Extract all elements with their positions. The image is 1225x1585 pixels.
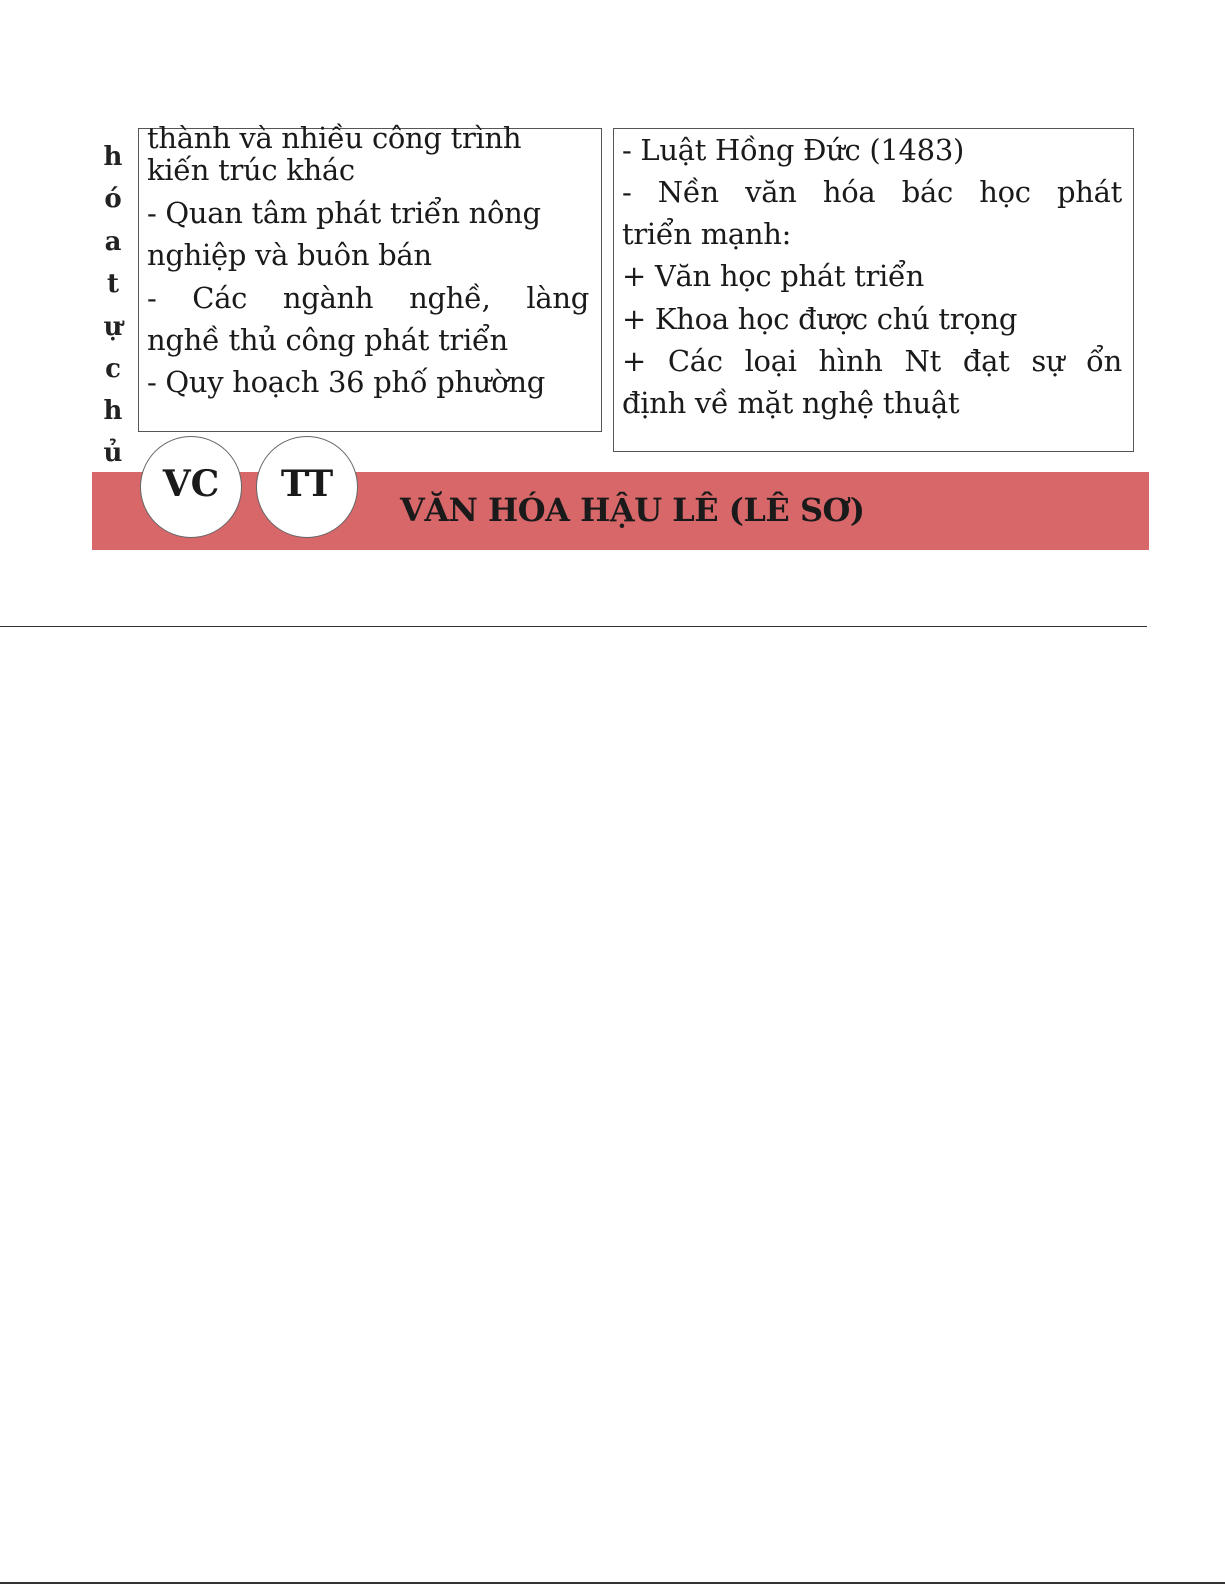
box-line: thành và nhiều công trình: [147, 121, 522, 155]
banner-title: VĂN HÓA HẬU LÊ (LÊ SƠ): [400, 491, 865, 529]
vc-circle: [140, 436, 242, 538]
box-line: định về mặt nghệ thuật: [622, 386, 960, 420]
box-line: + Khoa học được chú trọng: [622, 302, 1018, 336]
material-culture-box: [138, 121, 602, 432]
vertical-label: [92, 142, 134, 478]
box-line: + Văn học phát triển: [622, 259, 924, 293]
box-line: triển mạnh:: [622, 217, 792, 251]
vertical-letter: h: [103, 396, 123, 426]
box-line: - Nền văn hóa bác học phát: [622, 175, 1122, 209]
box-line: - Quy hoạch 36 phố phường: [147, 365, 546, 399]
vertical-letter: a: [104, 227, 122, 257]
spiritual-culture-box: [613, 128, 1134, 452]
vertical-letter: ó: [104, 184, 122, 214]
page-bottom-border: [0, 1582, 1225, 1584]
circle-label: VC: [162, 463, 220, 505]
box-line: - Các ngành nghề, làng: [147, 281, 589, 315]
vertical-letter: ủ: [103, 438, 123, 468]
vertical-letter: ự: [103, 312, 123, 342]
box-line: nghề thủ công phát triển: [147, 323, 508, 357]
title-banner: [92, 472, 1149, 550]
box-line: - Quan tâm phát triển nông: [147, 196, 541, 230]
box-line: + Các loại hình Nt đạt sự ổn: [622, 344, 1122, 378]
section-divider: [0, 626, 1147, 627]
box-line: - Luật Hồng Đức (1483): [622, 133, 964, 167]
box-line: nghiệp và buôn bán: [147, 238, 432, 272]
vertical-letter: t: [106, 269, 119, 299]
vertical-letter: c: [105, 354, 121, 384]
mindmap-figure: [92, 121, 1149, 552]
tt-circle: [256, 436, 358, 538]
box-line: kiến trúc khác: [147, 153, 355, 187]
vertical-letter: h: [103, 142, 123, 172]
circle-label: TT: [280, 463, 334, 505]
